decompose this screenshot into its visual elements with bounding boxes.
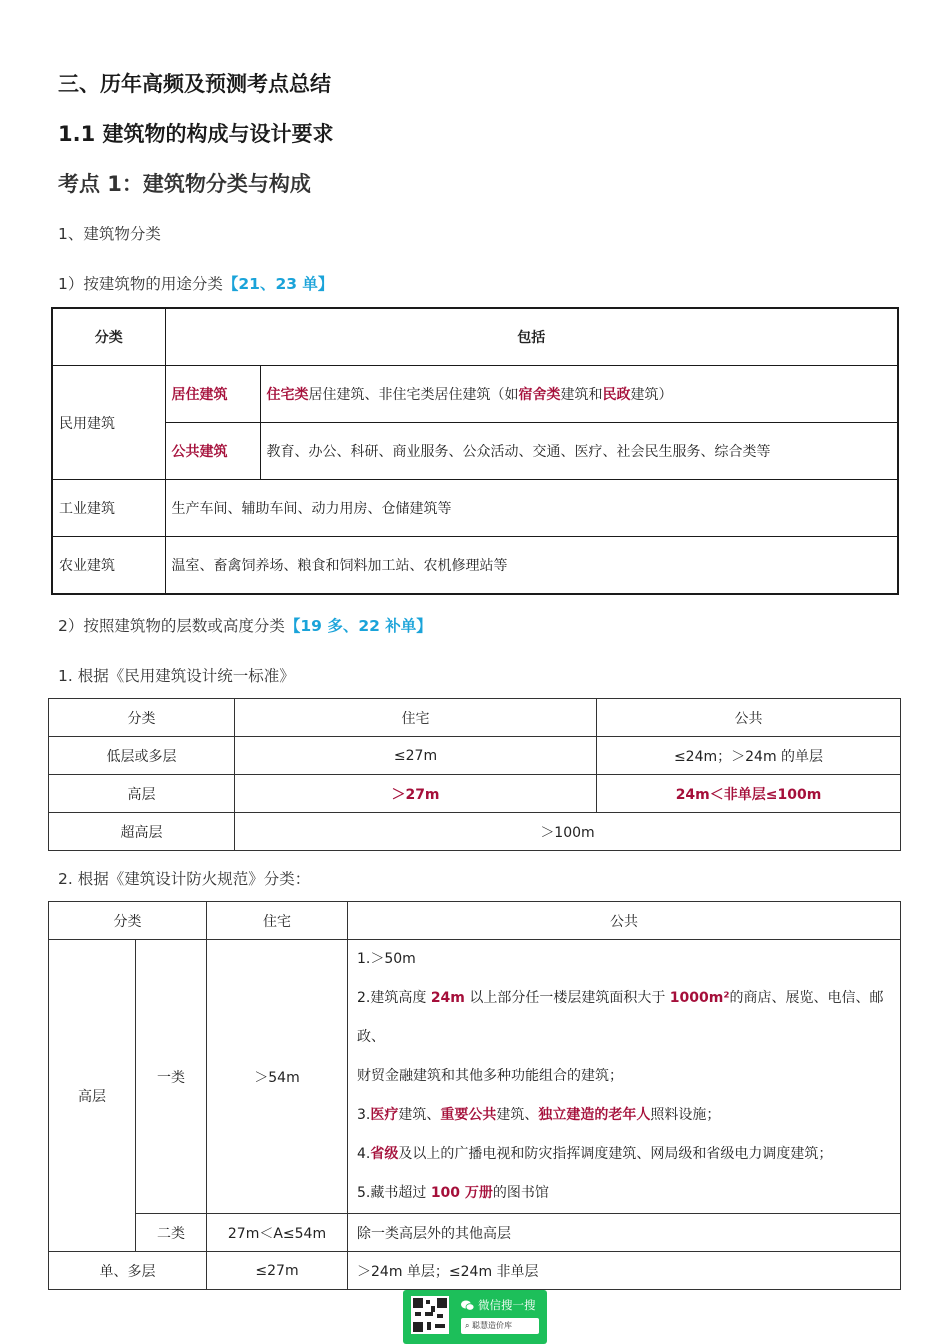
use-classification-table (51, 307, 899, 595)
table-cell: ≤27m (235, 737, 597, 775)
header-residential: 住宅 (207, 902, 348, 940)
table-cell: ＞27m (235, 775, 597, 813)
wechat-search-title: 微信搜一搜 (461, 1297, 536, 1313)
para-civil-standard: 1. 根据《民用建筑设计统一标准》 (58, 667, 295, 685)
header-category: 分类 (49, 699, 235, 737)
para-by-height (58, 614, 432, 636)
header-public: 公共 (597, 699, 901, 737)
public-building: 公共建筑 (165, 423, 260, 480)
subsection-heading: 1.1 建筑物的构成与设计要求 (58, 122, 334, 146)
header-category: 分类 (52, 308, 165, 366)
civil-building: 民用建筑 (52, 366, 165, 480)
high-rise: 高层 (49, 940, 136, 1252)
class-one-public (348, 940, 901, 1214)
industrial-desc: 生产车间、辅助车间、动力用房、仓储建筑等 (165, 480, 898, 537)
class-two-public: 除一类高层外的其他高层 (348, 1214, 901, 1252)
section-heading: 三、历年高频及预测考点总结 (58, 72, 331, 96)
list-item: 1.＞50m (357, 951, 416, 967)
list-item: 财贸金融建筑和其他多种功能组合的建筑； (357, 1068, 623, 1084)
list-item: 5.藏书超过 100 万册的图书馆 (357, 1185, 549, 1201)
class-one-residential: ＞54m (207, 940, 348, 1214)
agricultural-desc: 温室、畜禽饲养场、粮食和饲料加工站、农机修理站等 (165, 537, 898, 595)
exam-tag: 【21、23 单】 (222, 275, 334, 293)
low-rise-residential: ≤27m (207, 1252, 348, 1290)
exam-tag: 【19 多、22 补单】 (284, 617, 432, 635)
para-classification: 1、建筑物分类 (58, 225, 161, 243)
agricultural-building: 农业建筑 (52, 537, 165, 595)
search-box[interactable] (461, 1318, 539, 1334)
table-cell: ≤24m；＞24m 的单层 (597, 737, 901, 775)
header-category: 分类 (49, 902, 207, 940)
list-item: 3.医疗建筑、重要公共建筑、独立建造的老年人照料设施； (357, 1107, 721, 1123)
qr-code-icon (411, 1296, 449, 1334)
search-text: 聪慧造价库 (472, 1321, 513, 1330)
class-two: 二类 (136, 1214, 207, 1252)
table-cell: ＞100m (235, 813, 901, 851)
para-by-use-text: 1）按建筑物的用途分类 (58, 275, 223, 293)
class-two-residential: 27m＜A≤54m (207, 1214, 348, 1252)
table-cell: 超高层 (49, 813, 235, 851)
low-rise: 单、多层 (49, 1252, 207, 1290)
table-cell: 低层或多层 (49, 737, 235, 775)
wechat-icon (461, 1300, 474, 1311)
public-desc: 教育、办公、科研、商业服务、公众活动、交通、医疗、社会民生服务、综合类等 (260, 423, 898, 480)
list-item: 4.省级及以上的广播电视和防灾指挥调度建筑、网局级和省级电力调度建筑； (357, 1146, 833, 1162)
header-residential: 住宅 (235, 699, 597, 737)
height-classification-table (48, 698, 901, 851)
table-cell: 高层 (49, 775, 235, 813)
para-by-use (58, 272, 333, 294)
search-icon: ⌕ (465, 1321, 473, 1330)
header-includes: 包括 (165, 308, 898, 366)
residential-desc: 住宅类居住建筑、非住宅类居住建筑（如宿舍类建筑和民政建筑） (260, 366, 898, 423)
table-cell: 24m＜非单层≤100m (597, 775, 901, 813)
para-fire-code: 2. 根据《建筑设计防火规范》分类： (58, 870, 311, 888)
wechat-search-badge[interactable] (403, 1290, 547, 1344)
residential-building: 居住建筑 (165, 366, 260, 423)
low-rise-public: ＞24m 单层；≤24m 非单层 (348, 1252, 901, 1290)
header-public: 公共 (348, 902, 901, 940)
list-item: 2.建筑高度 24m 以上部分任一楼层建筑面积大于 1000m²的商店、展览、电信、邮政、 (357, 990, 884, 1045)
para-by-height-text: 2）按照建筑物的层数或高度分类 (58, 617, 285, 635)
topic-heading: 考点 1：建筑物分类与构成 (58, 172, 311, 196)
class-one: 一类 (136, 940, 207, 1214)
industrial-building: 工业建筑 (52, 480, 165, 537)
fire-code-classification-table (48, 901, 901, 1290)
